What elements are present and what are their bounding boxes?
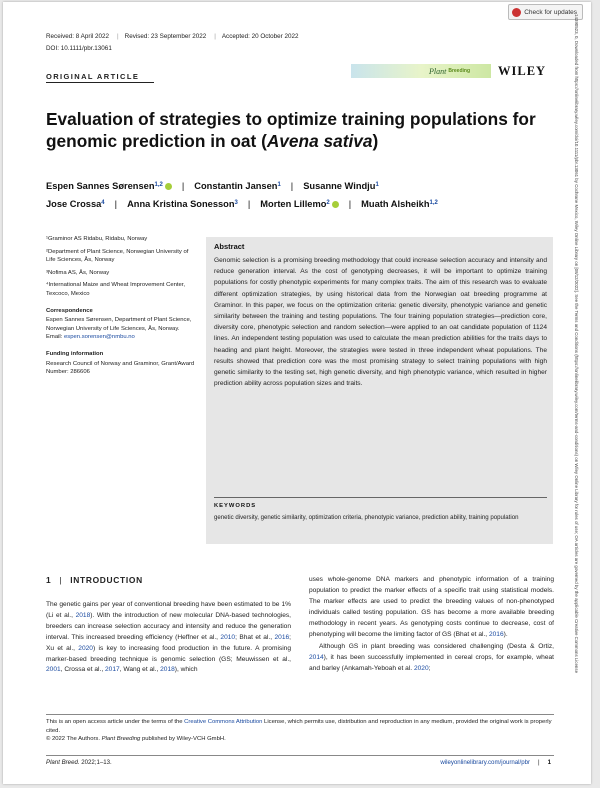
author-affiliation-ref[interactable]: 1,2: [154, 182, 163, 188]
author-name[interactable]: Muath Alsheikh: [361, 199, 430, 209]
author-separator: |: [247, 199, 251, 209]
author-name[interactable]: Morten Lillemo: [260, 199, 327, 209]
citation-link[interactable]: 2010: [220, 633, 236, 641]
affiliation: ⁴International Maize and Wheat Improvement Center, Texcoco, Mexico: [46, 282, 186, 297]
author-affiliation-ref[interactable]: 2: [326, 200, 330, 206]
body-paragraph: uses whole-genome DNA markers and phenotypic information of a training population to predict the marker effects of a specific trait using statistical models. The marker effects are used to predict the breeding values of non-phenotyped individuals called testing population. GS has become a more available breeding methodology in recent years. As genotyping costs continue to decrease, cost of phenotyping will become the limiting factor of GS (Bhat et al., 2016).: [309, 576, 554, 638]
body-column-left: The genetic gains per year of conventional breeding have been estimated to be 1% (Li et al., 2018). With the introduction of new molecular DNA-based technologies, breeders can increase selection accuracy and intensity and reduce the generation interval. This increased breeding efficiency (Heffner et al., 2010; Bhat et al., 2016; Xu et al., 2020) is key to increasing food production in the future. A promising marker-based breeding technique is genomic selection (GS; Meuwissen et al., 2001, Crossa et al., 2017, Wang et al., 2018), which: [46, 601, 292, 674]
keywords-heading: KEYWORDS: [214, 503, 257, 509]
orcid-icon[interactable]: [165, 183, 172, 190]
abstract-box: [206, 237, 553, 544]
correspondence-heading: Correspondence: [46, 307, 93, 314]
affiliation: ³Nofima AS, Ås, Norway: [46, 269, 110, 276]
article-dates: Received: 8 April 2022 | Revised: 23 September 2022 | Accepted: 20 October 2022: [46, 33, 299, 40]
body-paragraph: Although GS in plant breeding was considered challenging (Desta & Ortiz, 2014), it has been successfully implemented in cereal crops, for example, wheat and barley (Ankamah-Yeboah et al. 2020;: [309, 643, 554, 673]
journal-volume: 2022;1–13.: [79, 759, 112, 766]
title-species: Avena sativa: [266, 131, 373, 151]
correspondence-text: Espen Sannes Sørensen, Department of Plant Science, Norwegian University of Life Sciences, Ås, Norway.: [46, 317, 192, 332]
copyright-text: [46, 735, 554, 744]
citation-link[interactable]: 2018: [75, 611, 91, 619]
correspondence-email-line: [46, 333, 196, 342]
license-post: License, which permits use, distribution and reproduction in any medium, provided the original work is properly cited.: [46, 719, 552, 734]
citation-link[interactable]: 2016: [274, 633, 290, 641]
section-title: INTRODUCTION: [70, 575, 143, 585]
keywords-text: genetic diversity, genetic similarity, optimization criteria, phenotypic variance, prediction ability, training population: [214, 514, 519, 521]
citation-link[interactable]: 2016: [488, 630, 504, 638]
title-end: ): [372, 131, 379, 151]
article-title: [46, 108, 546, 152]
accepted-date: Accepted: 20 October 2022: [221, 33, 299, 40]
citation-link[interactable]: 2020: [413, 665, 429, 673]
crossmark-icon: [512, 8, 521, 17]
author-separator: |: [348, 199, 352, 209]
author-list: [46, 177, 546, 213]
author-affiliation-ref[interactable]: 1: [277, 182, 281, 188]
citation-link[interactable]: 2014: [309, 654, 324, 662]
copyright-pre: © 2022 The Authors.: [46, 736, 102, 743]
author-separator: |: [181, 181, 185, 191]
funding-text: Research Council of Norway and Graminor, Grant/Award Number: 286606: [46, 360, 195, 376]
author-separator: |: [114, 199, 118, 209]
journal-logo-sub: Breeding: [448, 68, 471, 74]
abstract-heading: Abstract: [214, 242, 245, 251]
correspondence-email-link[interactable]: espen.sorensen@nmbu.no: [64, 334, 135, 341]
author-name[interactable]: Espen Sannes Sørensen: [46, 181, 155, 191]
title-main: Evaluation of strategies to optimize training populations for genomic prediction in oat (: [46, 109, 536, 151]
revised-date: Revised: 23 September 2022: [124, 33, 207, 40]
article-type-label: ORIGINAL ARTICLE: [46, 72, 140, 81]
citation-link[interactable]: 2017: [105, 666, 120, 674]
author-affiliation-ref[interactable]: 3: [234, 200, 238, 206]
article-page: [3, 2, 591, 784]
journal-logo[interactable]: [351, 64, 491, 78]
download-side-strip: [569, 14, 583, 774]
body-column-right: [309, 575, 554, 675]
affiliation: ¹Graminor AS Ridabu, Ridabu, Norway: [46, 236, 148, 242]
author-affiliation-ref[interactable]: 1: [375, 182, 379, 188]
author-name[interactable]: Jose Crossa: [46, 199, 102, 209]
email-label: Email:: [46, 334, 65, 341]
affiliation: ²Department of Plant Science, Norwegian University of Life Sciences, Ås, Norway: [46, 248, 189, 264]
affiliations: [46, 235, 196, 381]
article-type-rule: [46, 82, 154, 83]
section-heading-introduction: 1 | INTRODUCTION: [46, 575, 143, 585]
citation-link[interactable]: 2001: [46, 666, 61, 674]
journal-citation: [46, 759, 112, 766]
check-updates-label: Check for updates: [524, 8, 577, 16]
doi[interactable]: DOI: 10.1111/pbr.13061: [46, 45, 112, 52]
copyright-post: published by Wiley-VCH GmbH.: [140, 736, 226, 743]
keywords-rule: [214, 497, 547, 498]
journal-logo-text: Plant: [429, 66, 447, 76]
author-separator: |: [290, 181, 294, 191]
license-pre: This is an open access article under the terms of the: [46, 719, 185, 725]
section-number: 1: [46, 575, 52, 585]
author-affiliation-ref[interactable]: 1,2: [429, 200, 438, 206]
citation-link[interactable]: 2020: [78, 644, 93, 652]
orcid-icon[interactable]: [332, 201, 339, 208]
author-name[interactable]: Constantin Jansen: [194, 181, 278, 191]
cc-license-link[interactable]: Creative Commons Attribution: [184, 719, 263, 725]
license-text: [46, 718, 554, 735]
journal-url-line: wileyonlinelibrary.com/journal/pbr | 1: [440, 759, 551, 766]
license-footer: [46, 718, 554, 744]
author-name[interactable]: Anna Kristina Sonesson: [127, 199, 235, 209]
footer-rule-bottom: [46, 755, 554, 756]
page-number: 1: [547, 759, 551, 766]
received-date: Received: 8 April 2022: [46, 33, 110, 40]
funding-heading: Funding information: [46, 350, 104, 357]
copyright-journal: Plant Breeding: [101, 736, 141, 743]
journal-abbrev: Plant Breed.: [46, 759, 80, 766]
citation-link[interactable]: 2018: [160, 666, 175, 674]
publisher-logo[interactable]: WILEY: [498, 64, 547, 78]
journal-url-link[interactable]: wileyonlinelibrary.com/journal/pbr: [440, 759, 531, 766]
footer-rule: [46, 714, 554, 715]
author-affiliation-ref[interactable]: 4: [101, 200, 105, 206]
download-notice: 14390523, 0, Downloaded from https://onlinelibrary.wiley.com/doi/10.1111/pbr.13061 by Cochrane Mexico, Wiley Online Library on [08/12/2022]. See the Terms and Conditions (https://onlinelibrary.wiley.com/terms-and-conditions) on Wiley Online Library for rules of use; OA articles are governed by the applicable Creative Commons License: [574, 14, 579, 674]
abstract-text: Genomic selection is a promising breeding methodology that could increase selection accuracy and intensity and reduce generation interval. As the cost of genotyping decreases, it will be important to optimize training populations for costly phenotypic experiments for many complex traits. The aim of this research was to evaluate different optimization strategies, by using historical data from the Norwegian oat breeding programme at Graminor. In this paper, we focus on the optimization criteria: genetic diversity, phenotypic variance and genetic similarity between the training and testing populations. The four training population strategies—prediction core, diversity core, phenotypic selection and random selection—were applied to an oat candidate population of 1124 lines. An independent testing population was used to calculate the mean prediction abilities for the traits days to heading and plant height. Moreover, the strategies were tested in three independent wheat populations. The results showed that prediction core was the most promising strategy to select training populations with high genetic similarity to the testing set, high genetic diversity, and high phenotypic variance, which resulted in higher prediction ability across population sizes and traits.: [214, 257, 547, 388]
author-name[interactable]: Susanne Windju: [303, 181, 376, 191]
